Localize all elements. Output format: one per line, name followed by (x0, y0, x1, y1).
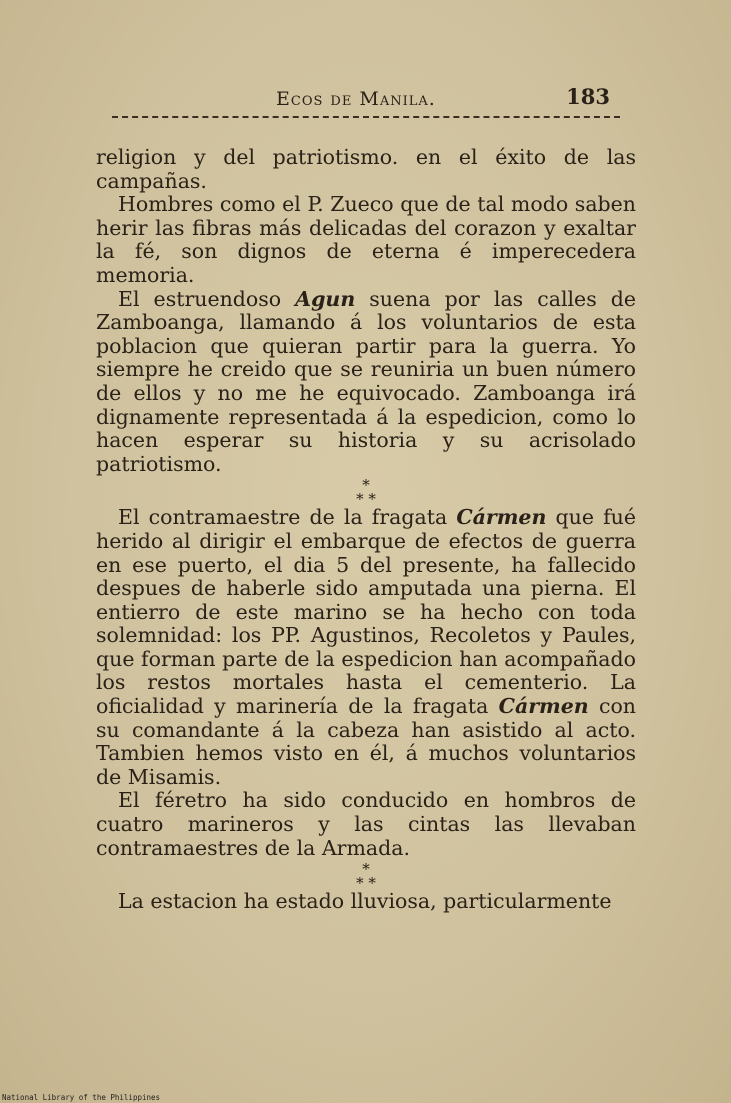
section-separator (96, 476, 636, 509)
italic-ship-name: Cármen (456, 505, 547, 530)
text-run: El estruendoso (118, 286, 296, 311)
asterism-top: * (362, 476, 370, 495)
asterism-bottom: * * (356, 490, 376, 509)
library-credit: National Library of the Philippines (2, 1093, 161, 1102)
paragraph-zueco: Hombres como el P. Zueco que de tal modo saben herir las fibras más delicadas del corazon y exaltar la fé, son dignos de eterna é imperecedera memoria. (96, 192, 636, 287)
paragraph-estacion: La estacion ha estado lluviosa, particularmente (118, 889, 612, 914)
text-run: con su comandante á la cabeza han asistido al acto. Tambien hemos visto en él, á muchos voluntarios de Misamis. (96, 694, 636, 789)
asterism-bottom: * * (356, 874, 376, 893)
italic-term-agun: Agun (295, 286, 356, 311)
text-run: suena por las calles de Zamboanga, llamando á los voluntarios de esta poblacion que quieran partir para la guerra. Yo siempre he creido que se reuniria un buen número de ellos y no me he equivocado. Zamboanga irá dignamente representada á la espedicion, como lo hacen esperar su historia y su acrisolado patriotismo. (96, 286, 637, 476)
asterism-top: * (362, 860, 370, 879)
paragraph-continuation: religion y del patriotismo. en el éxito de las campañas. (96, 145, 636, 193)
page-header (96, 84, 636, 114)
page-number: 183 (566, 84, 610, 109)
section-separator (96, 860, 636, 893)
paragraph-contramaestre (96, 506, 636, 789)
text-run: que fué herido al dirigir el embarque de efectos de guerra en ese puerto, el dia 5 del presente, ha fallecido despues de haberle sido amputada una pierna. El entierro de este marino se ha hecho con toda solemnidad: los PP. Agustinos, Recoletos y Paules, que forman parte de la espedicion han acompañado los restos mortales hasta el cementerio. La oficialidad y marinería de la fragata (96, 505, 636, 719)
running-title: Ecos de Manila. (276, 88, 436, 110)
text-run: El contramaestre de la fragata (118, 505, 457, 530)
paragraph-agun (96, 288, 636, 477)
paragraph-feretro: El féretro ha sido conducido en hombros de cuatro marineros y las cintas las llevaban contramaestres de la Armada. (96, 788, 636, 860)
italic-ship-name: Cármen (498, 694, 589, 719)
header-rule (112, 116, 620, 118)
body-text (96, 146, 636, 914)
